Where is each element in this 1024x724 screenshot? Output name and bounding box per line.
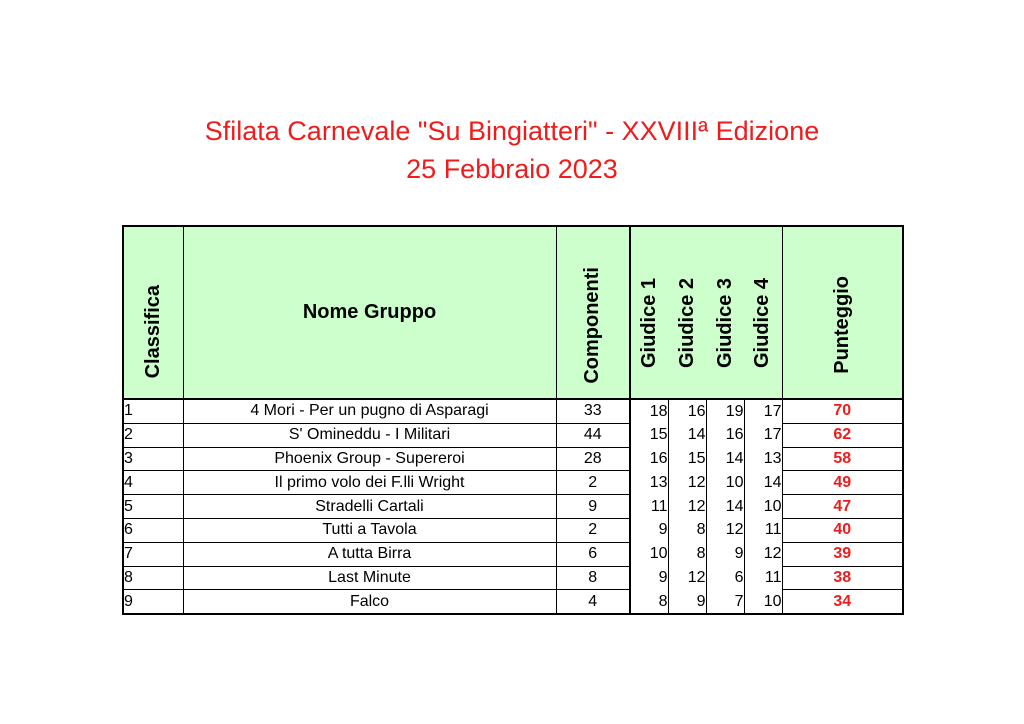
group-name-cell: Il primo volo dei F.lli Wright: [183, 471, 556, 495]
group-name-cell: S' Omineddu - I Militari: [183, 423, 556, 447]
judge-3-cell: 14: [706, 447, 744, 471]
header-score-label: Punteggio: [830, 276, 853, 374]
judge-1-cell: 9: [630, 518, 668, 542]
title-line-2: 25 Febbraio 2023: [406, 154, 618, 184]
results-table: [122, 225, 904, 615]
table-row: [123, 542, 903, 566]
judge-1-cell: 10: [630, 542, 668, 566]
header-rank: [123, 226, 183, 399]
judge-2-cell: 8: [668, 542, 706, 566]
score-cell: 47: [782, 495, 903, 519]
judge-4-cell: 13: [763, 449, 782, 467]
header-row: [123, 226, 903, 399]
score-cell: 62: [782, 423, 903, 447]
title-line-1: Sfilata Carnevale "Su Bingiatteri" - XXVIIIª Edizione: [204, 116, 820, 146]
group-name-cell: 4 Mori - Per un pugno di Asparagi: [183, 399, 556, 423]
header-score: [782, 226, 903, 399]
group-name-cell: Phoenix Group - Supereroi: [183, 447, 556, 471]
document-title: [0, 112, 1024, 188]
header-judge-4-label: Giudice 4: [751, 277, 774, 368]
judge-2-cell: 14: [668, 423, 706, 447]
components-cell: 4: [556, 590, 630, 614]
header-judge-1: [630, 226, 668, 399]
components-cell: 44: [556, 423, 630, 447]
rank-cell: 7: [123, 542, 183, 566]
judge-3-cell: 6: [706, 566, 744, 590]
judge-4-cell: 11: [764, 521, 782, 539]
score-cell: 58: [782, 447, 903, 471]
table-row: [123, 471, 903, 495]
group-name-cell: Stradelli Cartali: [183, 495, 556, 519]
rank-cell: 9: [123, 590, 183, 614]
rank-cell: 3: [123, 447, 183, 471]
header-rank-label: Classifica: [141, 284, 164, 378]
table-row: [123, 590, 903, 614]
group-name-cell: Last Minute: [183, 566, 556, 590]
judge-1-cell: 13: [630, 471, 668, 495]
judge-4-cell: 17: [763, 426, 782, 444]
judge-2-cell: 16: [668, 399, 706, 423]
judge-3-cell: 7: [706, 590, 744, 614]
judge-3-cell: 14: [706, 495, 744, 519]
table-row: [123, 566, 903, 590]
components-cell: 28: [556, 447, 630, 471]
score-cell: 49: [782, 471, 903, 495]
header-name: [183, 226, 556, 399]
judge-4-cell: 10: [763, 497, 782, 515]
table-row: [123, 399, 903, 423]
table-row: [123, 495, 903, 519]
header-judge-4: [744, 226, 782, 399]
judge-1-cell: 11: [630, 495, 668, 519]
components-cell: 33: [556, 399, 630, 423]
group-name-cell: A tutta Birra: [183, 542, 556, 566]
score-cell: 38: [782, 566, 903, 590]
judge-3-cell: 12: [706, 518, 744, 542]
components-cell: 2: [556, 518, 630, 542]
judge-3-cell: 10: [706, 471, 744, 495]
judge-1-cell: 15: [630, 423, 668, 447]
judge-1-cell: 9: [630, 566, 668, 590]
table-row: [123, 447, 903, 471]
components-cell: 8: [556, 566, 630, 590]
judge-2-cell: 12: [668, 471, 706, 495]
judge-2-cell: 12: [668, 495, 706, 519]
rank-cell: 2: [123, 423, 183, 447]
components-cell: 2: [556, 471, 630, 495]
table-row: [123, 423, 903, 447]
header-components-label: Componenti: [581, 267, 604, 384]
judge-1-cell: 8: [630, 590, 668, 614]
rank-cell: 6: [123, 518, 183, 542]
judge-2-cell: 15: [668, 447, 706, 471]
header-judge-1-label: Giudice 1: [638, 277, 660, 368]
group-name-cell: Tutti a Tavola: [183, 518, 556, 542]
score-cell: 39: [782, 542, 903, 566]
header-judge-2-label: Giudice 2: [675, 277, 698, 368]
header-judge-2: [668, 226, 706, 399]
judge-3-cell: 19: [706, 399, 744, 423]
judge-2-cell: 9: [668, 590, 706, 614]
header-components: [556, 226, 630, 399]
components-cell: 6: [556, 542, 630, 566]
judge-1-cell: 18: [630, 399, 668, 423]
judge-2-cell: 12: [668, 566, 706, 590]
judge-4-cell: 11: [764, 568, 782, 586]
rank-cell: 1: [123, 399, 183, 423]
judge-2-cell: 8: [668, 518, 706, 542]
judge-4-cell: 14: [763, 473, 782, 491]
rank-cell: 4: [123, 471, 183, 495]
judge-3-cell: 16: [706, 423, 744, 447]
header-judge-3-label: Giudice 3: [713, 277, 736, 368]
judge-3-cell: 9: [706, 542, 744, 566]
rank-cell: 8: [123, 566, 183, 590]
score-cell: 40: [782, 518, 903, 542]
group-name-cell: Falco: [183, 590, 556, 614]
judge-4-cell: 10: [744, 590, 782, 614]
judge-4-cell: 12: [763, 545, 782, 563]
header-name-label: Nome Gruppo: [302, 301, 437, 323]
score-cell: 70: [782, 399, 903, 423]
judge-4-cell: 17: [763, 402, 782, 420]
score-cell: 34: [782, 590, 903, 614]
judge-1-cell: 16: [630, 447, 668, 471]
rank-cell: 5: [123, 495, 183, 519]
header-judge-3: [706, 226, 744, 399]
components-cell: 9: [556, 495, 630, 519]
table-row: [123, 518, 903, 542]
